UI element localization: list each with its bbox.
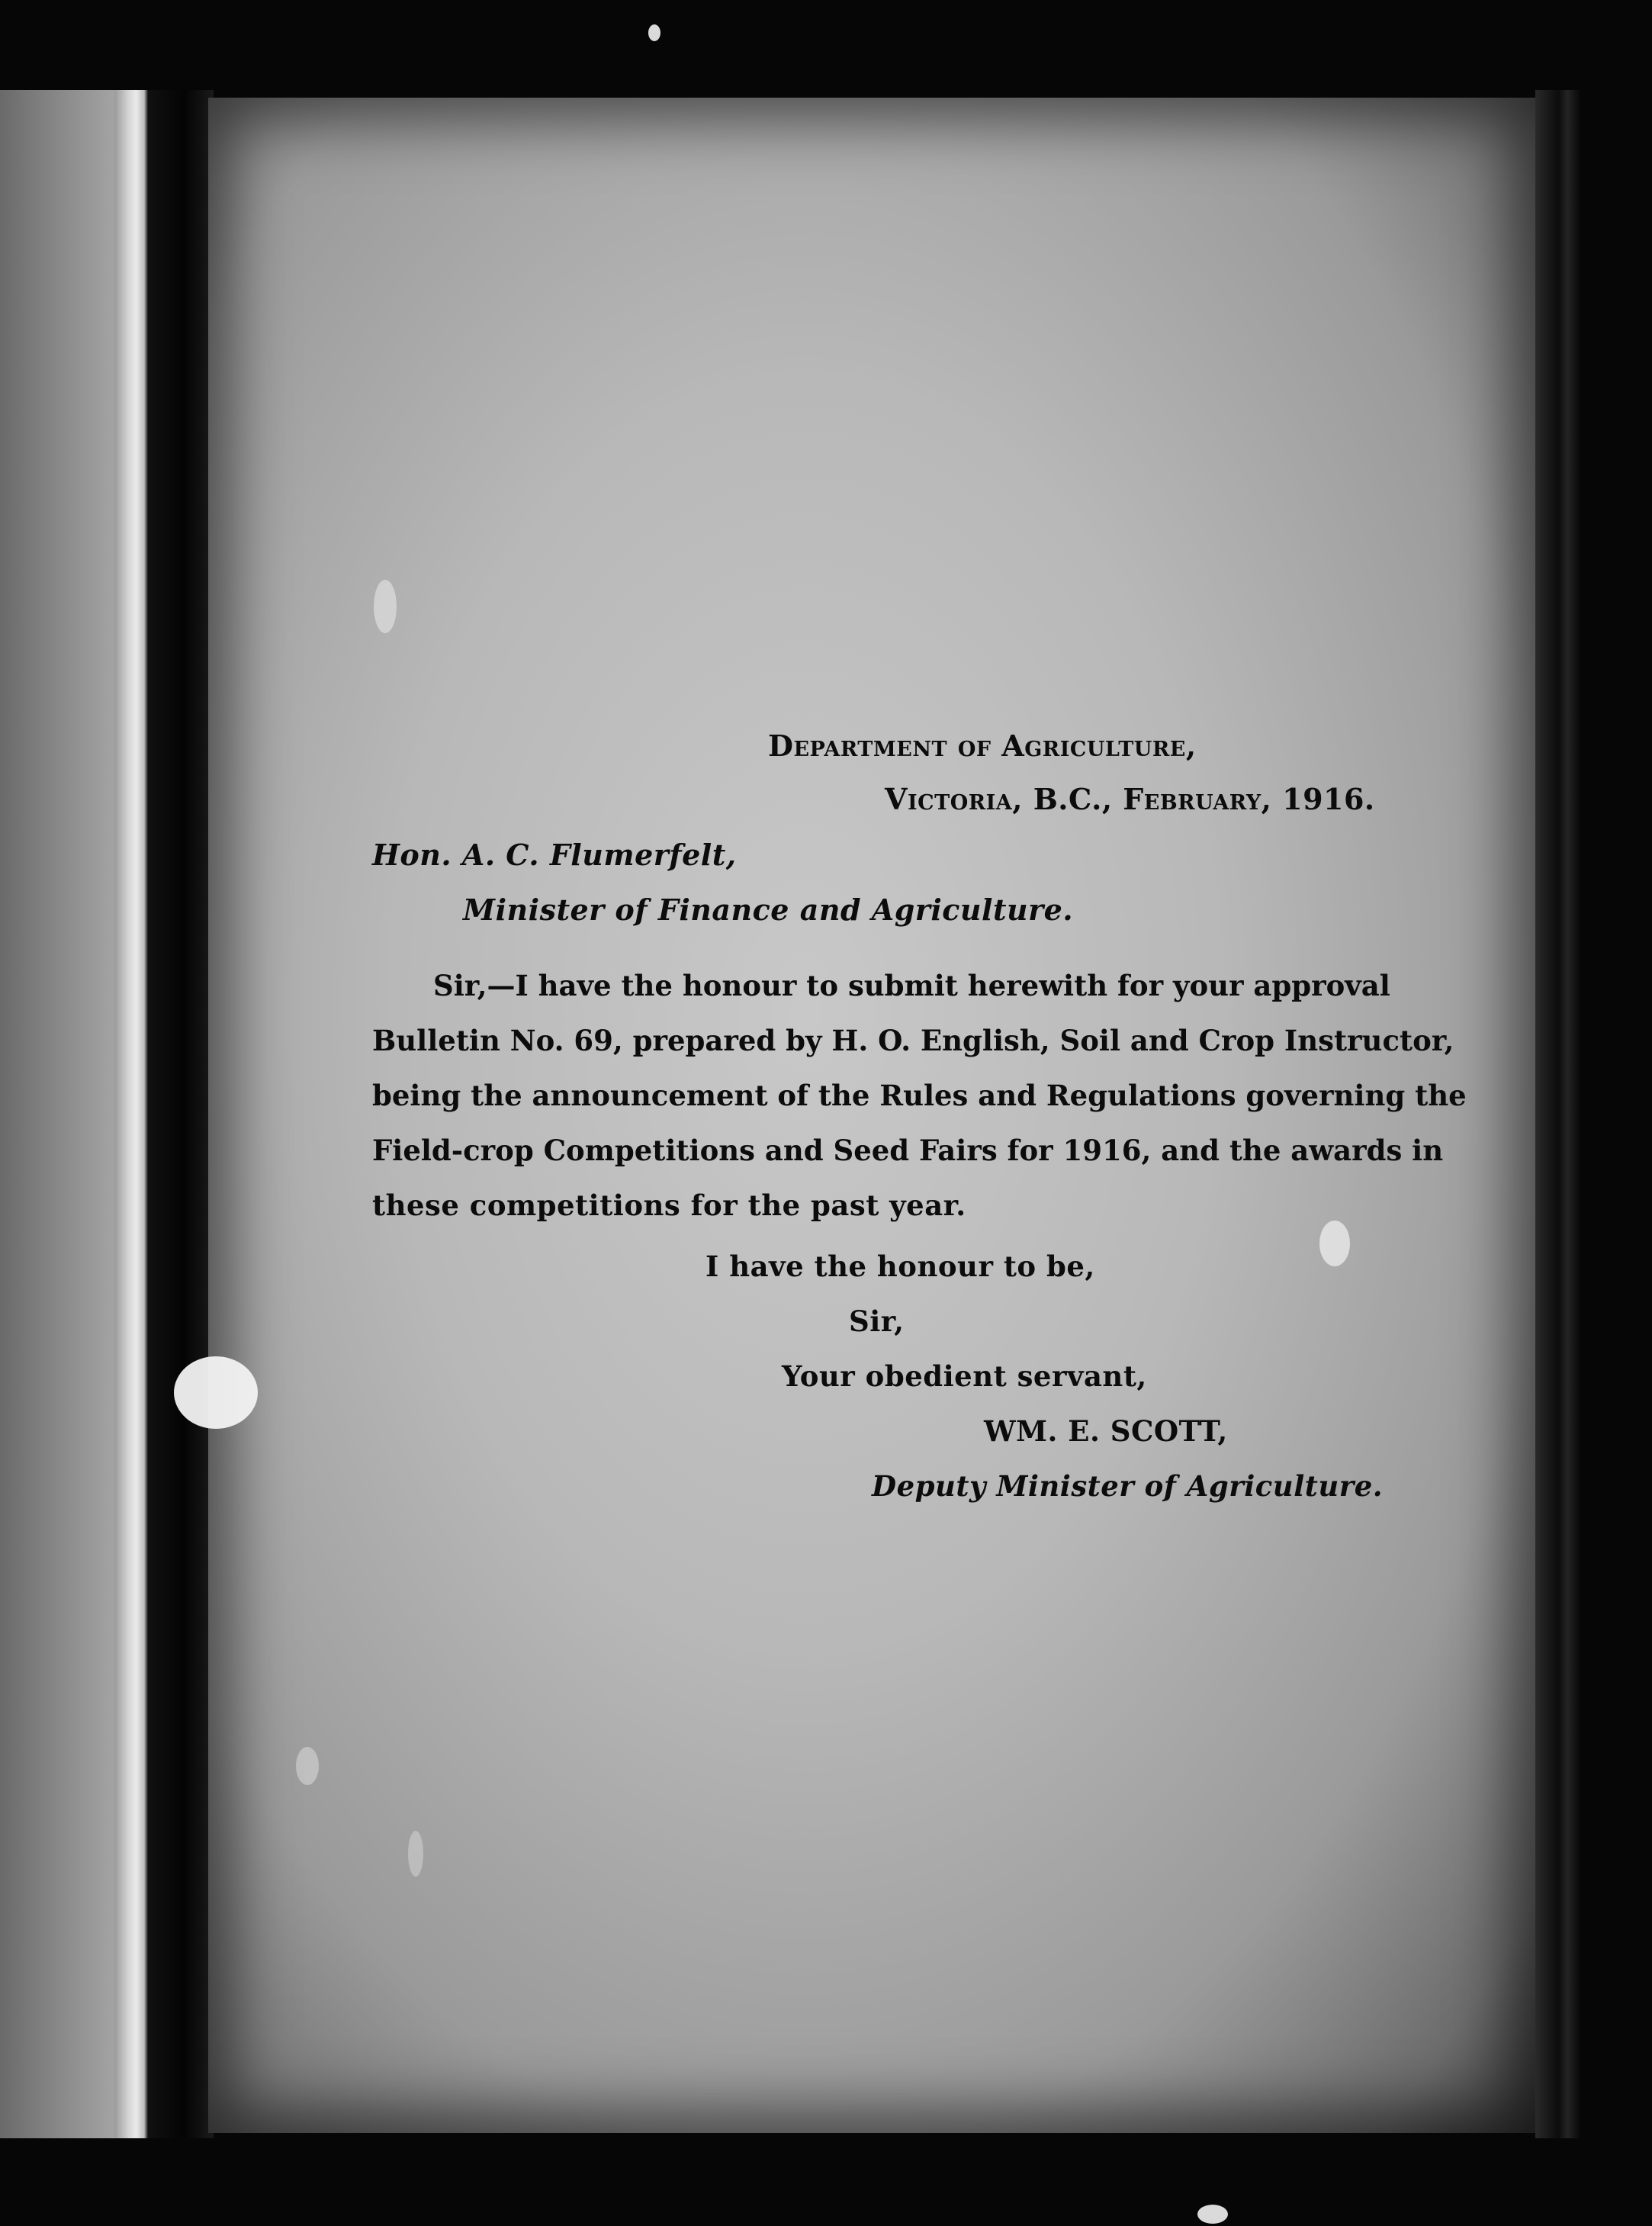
body-line-1: Sir,—I have the honour to submit herewith for your approval [433, 969, 1390, 1002]
scan-speck [648, 24, 660, 41]
body-line-2: Bulletin No. 69, prepared by H. O. English, Soil and Crop Instructor, [372, 1024, 1454, 1057]
scan-speck [174, 1356, 258, 1429]
place-and-date [885, 782, 1375, 816]
scan-speck [1319, 1221, 1350, 1266]
book-gutter [114, 90, 214, 2138]
scan-speck [296, 1747, 319, 1785]
signature-title: Deputy Minister of Agriculture. [872, 1469, 1384, 1503]
closing-line-sir: Sir, [849, 1304, 905, 1338]
addressee-title: Minister of Finance and Agriculture. [463, 893, 1074, 927]
closing-line-honour: I have the honour to be, [705, 1250, 1095, 1283]
body-line-5: these competitions for the past year. [372, 1189, 966, 1222]
addressee-name: Hon. A. C. Flumerfelt, [372, 838, 737, 872]
closing-line-servant: Your obedient servant, [782, 1359, 1147, 1393]
body-line-4: Field-crop Competitions and Seed Fairs for 1916, and the awards in [372, 1134, 1444, 1167]
scan-speck [408, 1831, 423, 1877]
signature-name: WM. E. SCOTT, [984, 1414, 1228, 1448]
scan-speck [374, 580, 397, 633]
department-heading: Department of Agriculture, [768, 729, 1197, 763]
scan-speck [1197, 2205, 1228, 2224]
right-page-edge [1535, 90, 1581, 2138]
letter-page [208, 98, 1535, 2133]
place-date-text: Victoria, B.C., February, 1916. [885, 782, 1375, 816]
body-line-3: being the announcement of the Rules and Regulations governing the [372, 1079, 1467, 1112]
